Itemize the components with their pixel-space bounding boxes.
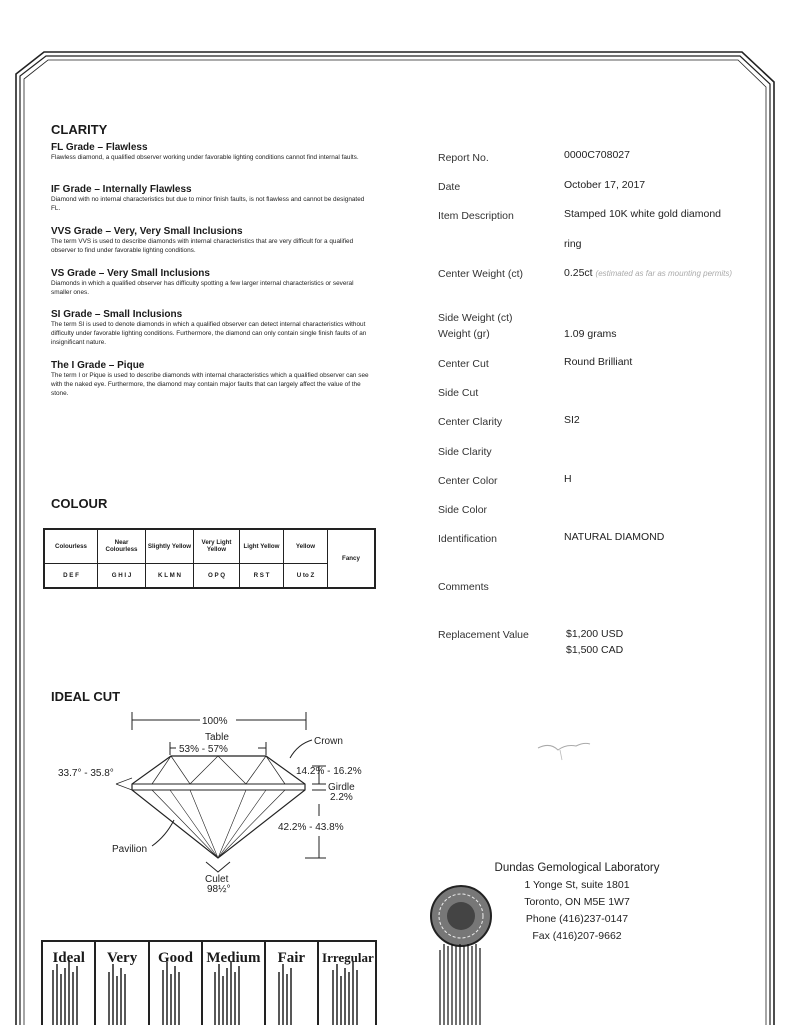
- center-color-value: H: [564, 473, 572, 485]
- grade-title: FL Grade – Flawless: [51, 142, 148, 153]
- culet-label: Culet: [205, 874, 229, 885]
- center-weight-value: [564, 267, 732, 279]
- colour-name: Colourless: [44, 529, 98, 563]
- center-cut-value: Round Brilliant: [564, 356, 633, 368]
- center-weight-label: Center Weight (ct): [438, 268, 523, 280]
- crown-label: Crown: [314, 736, 343, 747]
- cut-grade: Good: [150, 942, 203, 1025]
- colour-grades: U to Z: [284, 563, 328, 588]
- date-label: Date: [438, 181, 461, 193]
- center-weight-note: (estimated as far as mounting permits): [595, 269, 733, 278]
- colour-scale-table: [43, 528, 376, 589]
- signature-mark: [530, 730, 600, 770]
- replacement-value-usd: $1,200 USD: [566, 628, 624, 640]
- grade-vs: [51, 268, 371, 309]
- colour-name: Near Colourless: [98, 529, 146, 563]
- item-description-value: Stamped 10K white gold diamond: [564, 208, 722, 220]
- grade-fl: [51, 142, 371, 184]
- cut-grade: Very: [96, 942, 149, 1025]
- grade-description: The term VVS is used to describe diamonds with internal characteristics that are very difficult for a qualified observer to find under favorable lighting conditions.: [51, 238, 354, 254]
- center-weight-amount: 0.25ct: [564, 267, 593, 279]
- colour-name: Slightly Yellow: [146, 529, 194, 563]
- center-color-label: Center Color: [438, 475, 498, 487]
- replacement-value-cad: $1,500 CAD: [566, 644, 624, 656]
- side-clarity-label: Side Clarity: [438, 446, 492, 458]
- center-cut-label: Center Cut: [438, 358, 489, 370]
- lab-address-line2: Toronto, ON M5E 1W7: [524, 896, 630, 908]
- colour-name: Very Light Yellow: [194, 529, 240, 563]
- lab-name: Dundas Gemological Laboratory: [494, 862, 660, 874]
- center-clarity-label: Center Clarity: [438, 416, 503, 428]
- culet-value: 98½°: [207, 884, 231, 895]
- side-weight-label: Side Weight (ct): [438, 312, 513, 324]
- clarity-heading: CLARITY: [51, 122, 108, 137]
- ideal-cut-diagram: [40, 700, 380, 900]
- grade-description: Flawless diamond, a qualified observer working under favorable lighting conditions cannot find internal faults.: [51, 154, 359, 161]
- center-clarity-value: SI2: [564, 414, 580, 426]
- grade-title: The I Grade – Pique: [51, 360, 145, 371]
- lab-seal-stamp: [420, 880, 502, 1025]
- grade-if: [51, 184, 371, 226]
- side-color-label: Side Color: [438, 504, 488, 516]
- crown-angle: 33.7° - 35.8°: [58, 768, 114, 779]
- clarity-grades-list: [51, 142, 371, 398]
- comments-label: Comments: [438, 581, 489, 593]
- colour-name: Fancy: [328, 529, 376, 588]
- replacement-value-label: Replacement Value: [438, 629, 529, 641]
- lab-phone: Phone (416)237-0147: [525, 913, 629, 925]
- table-range: 53% - 57%: [179, 744, 228, 755]
- colour-grades: D E F: [44, 563, 98, 588]
- grade-description: Diamond with no internal characteristics but due to minor finish faults, is not flawless and cannot be designated FL.: [51, 196, 365, 212]
- ideal-cut-heading: IDEAL CUT: [51, 689, 121, 704]
- colour-grades: G H I J: [98, 563, 146, 588]
- girdle-value: 2.2%: [330, 792, 353, 803]
- grade-si: [51, 309, 371, 360]
- grade-vvs: [51, 226, 371, 268]
- colour-grades: O P Q: [194, 563, 240, 588]
- weight-gr-label: Weight (gr): [438, 328, 490, 340]
- cut-grade: Medium: [203, 942, 265, 1025]
- colour-name: Yellow: [284, 529, 328, 563]
- pavilion-label: Pavilion: [112, 844, 148, 855]
- table-label: Table: [205, 732, 229, 743]
- width-label: 100%: [202, 716, 228, 727]
- grade-i: [51, 360, 371, 398]
- colour-name: Light Yellow: [240, 529, 284, 563]
- weight-gr-value: 1.09 grams: [564, 328, 617, 340]
- grade-title: VVS Grade – Very, Very Small Inclusions: [51, 226, 243, 237]
- colour-heading: COLOUR: [51, 496, 108, 511]
- grade-title: SI Grade – Small Inclusions: [51, 309, 183, 320]
- item-description-value-cont: ring: [564, 238, 582, 250]
- date-value: October 17, 2017: [564, 179, 646, 191]
- lab-address-block: [472, 862, 682, 942]
- lab-address-line1: 1 Yonge St, suite 1801: [524, 879, 630, 891]
- grade-description: The term SI is used to denote diamonds in which a qualified observer can detect internal characteristics without difficulty under favorable lighting conditions. Furthermore, the diamond can only contain single finish faults of an insignificant nature.: [51, 321, 367, 346]
- report-no-value: 0000C708027: [564, 149, 630, 161]
- identification-label: Identification: [438, 533, 497, 545]
- cut-grade: Irregular: [322, 950, 374, 965]
- identification-value: NATURAL DIAMOND: [564, 531, 665, 543]
- grade-description: The term I or Pique is used to describe diamonds with internal characteristics which a qualified observer can see with the naked eye. Furthermore, the diamond may contain major faults that can largely affect the value of the stone.: [51, 372, 369, 397]
- colour-grades: K L M N: [146, 563, 194, 588]
- crown-height: 14.2% - 16.2%: [296, 766, 362, 777]
- cut-grade: Ideal: [43, 942, 96, 1025]
- report-no-label: Report No.: [438, 152, 489, 164]
- grade-title: VS Grade – Very Small Inclusions: [51, 268, 210, 279]
- cut-grade: Fair: [266, 942, 319, 1025]
- girdle-label: Girdle: [328, 782, 355, 793]
- pavilion-depth: 42.2% - 43.8%: [278, 822, 344, 833]
- grade-title: IF Grade – Internally Flawless: [51, 184, 192, 195]
- lab-fax: Fax (416)207-9662: [532, 930, 622, 942]
- colour-grades: R S T: [240, 563, 284, 588]
- item-description-label: Item Description: [438, 210, 514, 222]
- side-cut-label: Side Cut: [438, 387, 479, 399]
- cut-grade-stripes: [43, 960, 375, 1025]
- grade-description: Diamonds in which a qualified observer has difficulty spotting a few larger internal characteristics or several smaller ones.: [51, 280, 354, 296]
